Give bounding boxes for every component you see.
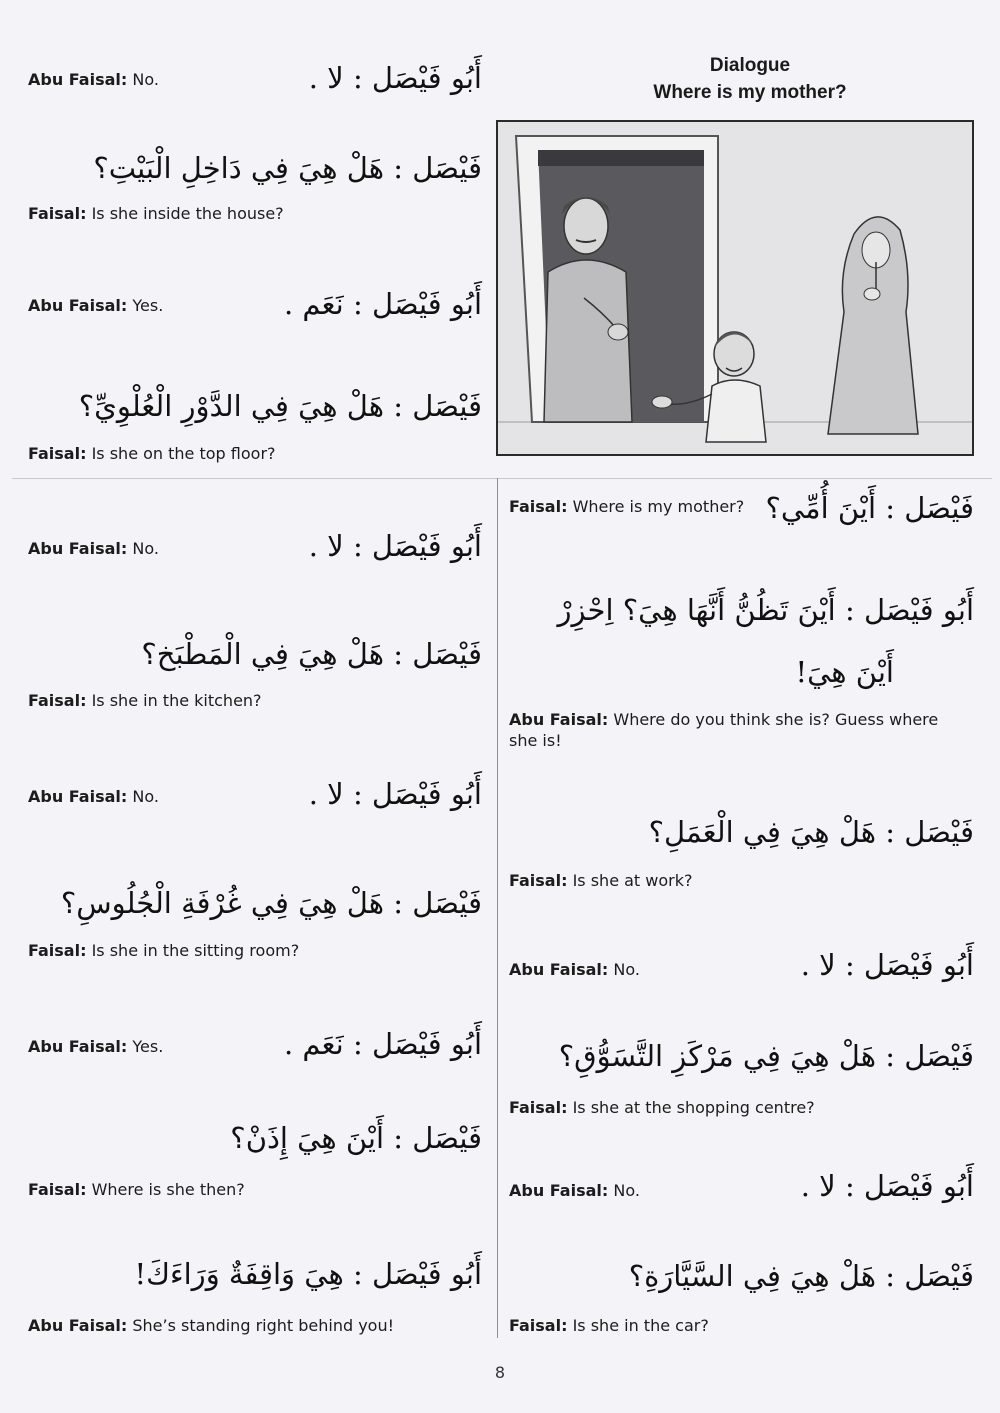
english-line: [28, 1316, 394, 1337]
arabic-line: أَبُو فَيْصَل : لا .: [308, 61, 482, 95]
speaker-name: Abu Faisal:: [28, 296, 128, 315]
english-line: [28, 444, 276, 465]
english-line: [509, 1316, 709, 1337]
arabic-line: أَبُو فَيْصَل : نَعَم .: [283, 1027, 482, 1061]
translation: No.: [132, 787, 159, 806]
translation: Is she in the sitting room?: [91, 941, 300, 960]
speaker-name: Abu Faisal:: [28, 70, 128, 89]
english-line: [509, 1098, 815, 1119]
english-line: [28, 941, 299, 962]
speaker-name: Abu Faisal:: [28, 1037, 128, 1056]
english-line: [28, 204, 284, 225]
english-line: [28, 1037, 163, 1058]
english-line: [509, 710, 939, 752]
speaker-name: Faisal:: [28, 1180, 87, 1199]
horizontal-divider: [12, 478, 992, 479]
speaker-name: Abu Faisal:: [509, 710, 609, 729]
arabic-line: أَبُو فَيْصَل : لا .: [800, 948, 974, 982]
speaker-name: Faisal:: [28, 204, 87, 223]
speaker-name: Faisal:: [28, 691, 87, 710]
translation: Where do you think she is? Guess where she is!: [509, 710, 939, 750]
arabic-line: فَيْصَل : أَيْنَ هِيَ إِذَنْ؟: [230, 1121, 482, 1155]
translation: No.: [132, 539, 159, 558]
english-line: [28, 70, 159, 91]
translation: Yes.: [132, 1037, 164, 1056]
english-line: [28, 1180, 245, 1201]
arabic-line: فَيْصَل : هَلْ هِيَ فِي الْمَطْبَخ؟: [141, 637, 482, 671]
family-scene-drawing: [498, 122, 972, 454]
speaker-name: Faisal:: [509, 871, 568, 890]
translation: Is she at work?: [572, 871, 693, 890]
translation: No.: [613, 1181, 640, 1200]
arabic-line: أَبُو فَيْصَل : أَيْنَ تَظُنُّ أَنَّهَا هِيَ؟ اِحْزِرْ: [557, 593, 974, 627]
english-line: [509, 871, 693, 892]
column-divider: [497, 478, 498, 1338]
english-line: [509, 497, 744, 518]
translation: Where is my mother?: [572, 497, 745, 516]
translation: No.: [613, 960, 640, 979]
translation: Is she at the shopping centre?: [572, 1098, 815, 1117]
arabic-line: أَبُو فَيْصَل : لا .: [800, 1169, 974, 1203]
speaker-name: Abu Faisal:: [28, 787, 128, 806]
speaker-name: Faisal:: [509, 497, 568, 516]
english-line: [28, 539, 159, 560]
dialogue-heading: [600, 52, 900, 106]
translation: Is she on the top floor?: [91, 444, 276, 463]
page-number: 8: [494, 1363, 506, 1382]
translation: Is she in the kitchen?: [91, 691, 262, 710]
speaker-name: Abu Faisal:: [28, 1316, 128, 1335]
arabic-line: فَيْصَل : هَلْ هِيَ فِي الْعَمَلِ؟: [648, 815, 974, 849]
english-line: [28, 787, 159, 808]
english-line: [28, 691, 262, 712]
arabic-line: فَيْصَل : أَيْنَ أُمِّي؟: [765, 491, 974, 525]
arabic-line: فَيْصَل : هَلْ هِيَ فِي الدَّوْرِ الْعُلْوِيِّ؟: [78, 389, 482, 423]
translation: She’s standing right behind you!: [132, 1316, 395, 1335]
speaker-name: Abu Faisal:: [509, 1181, 609, 1200]
english-line: [509, 1181, 640, 1202]
translation: Where is she then?: [91, 1180, 245, 1199]
dialogue-illustration: [496, 120, 974, 456]
arabic-line: فَيْصَل : هَلْ هِيَ فِي دَاخِلِ الْبَيْتِ؟: [93, 151, 482, 185]
english-line: [509, 960, 640, 981]
translation: Is she inside the house?: [91, 204, 284, 223]
heading-line-1: Dialogue: [709, 55, 791, 76]
arabic-line: فَيْصَل : هَلْ هِيَ فِي غُرْفَةِ الْجُلُوسِ؟: [60, 886, 482, 920]
speaker-name: Faisal:: [28, 941, 87, 960]
speaker-name: Abu Faisal:: [28, 539, 128, 558]
arabic-line: فَيْصَل : هَلْ هِيَ فِي مَرْكَزِ التَّسَوُّقِ؟: [558, 1039, 974, 1073]
speaker-name: Faisal:: [28, 444, 87, 463]
arabic-line: أَبُو فَيْصَل : هِيَ وَاقِفَةٌ وَرَاءَكَ!: [134, 1257, 482, 1291]
speaker-name: Abu Faisal:: [509, 960, 609, 979]
english-line: [28, 296, 163, 317]
speaker-name: Faisal:: [509, 1316, 568, 1335]
arabic-line: أَبُو فَيْصَل : نَعَم .: [283, 287, 482, 321]
arabic-line: فَيْصَل : هَلْ هِيَ فِي السَّيَّارَةِ؟: [628, 1259, 974, 1293]
speaker-name: Faisal:: [509, 1098, 568, 1117]
arabic-line: أَبُو فَيْصَل : لا .: [308, 777, 482, 811]
translation: Yes.: [132, 296, 164, 315]
arabic-line-continued: أَيْنَ هِيَ!: [795, 655, 894, 689]
heading-line-2: Where is my mother?: [653, 82, 847, 103]
arabic-line: أَبُو فَيْصَل : لا .: [308, 529, 482, 563]
translation: No.: [132, 70, 159, 89]
translation: Is she in the car?: [572, 1316, 709, 1335]
